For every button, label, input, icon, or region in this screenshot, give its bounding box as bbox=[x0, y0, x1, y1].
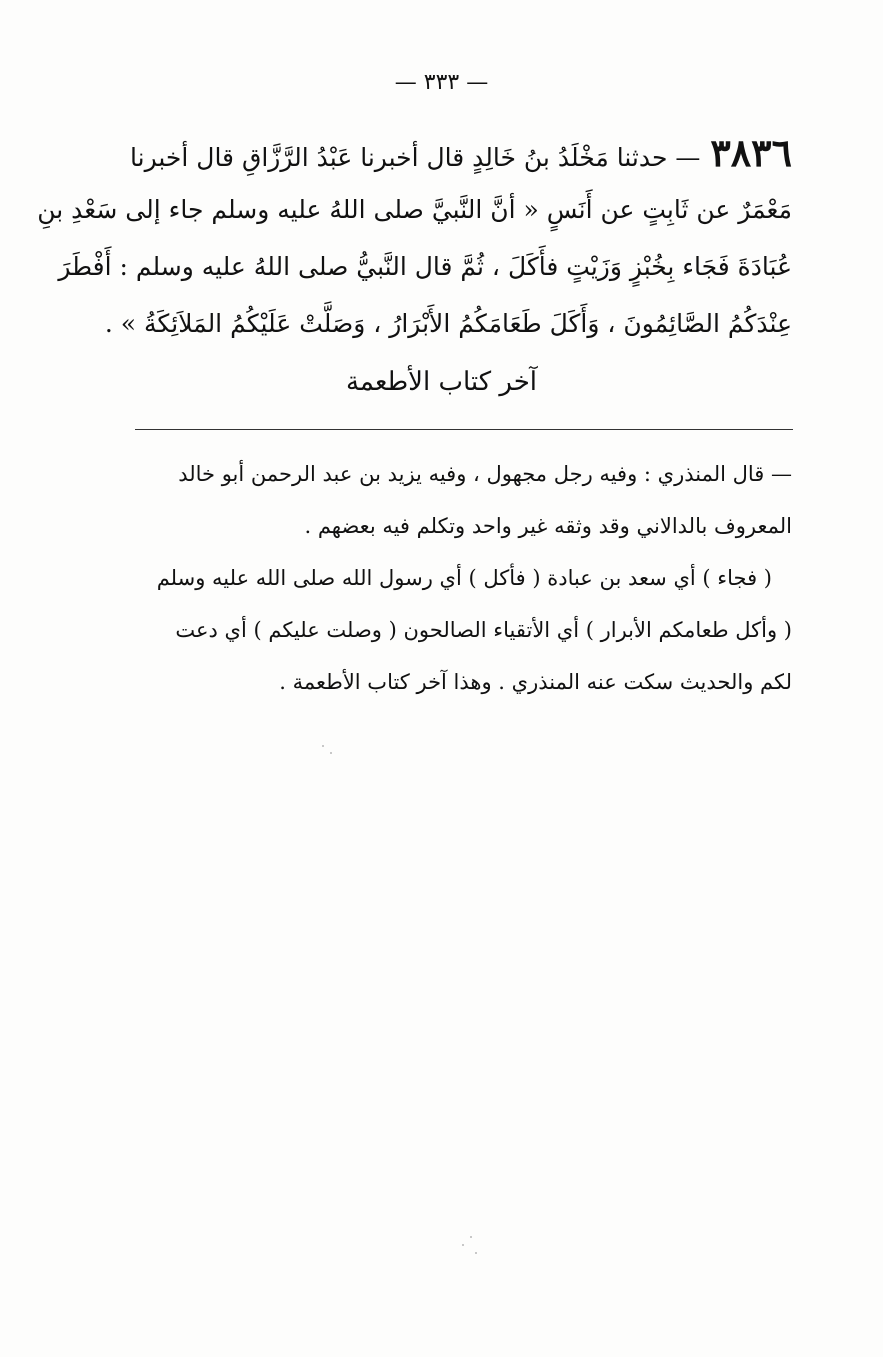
commentary-line-3: ( فجاء ) أي سعد بن عبادة ( فأكل ) أي رسول الله صلى الله عليه وسلم bbox=[156, 566, 772, 590]
section-end-title: آخر كتاب الأطعمة bbox=[345, 367, 538, 397]
scan-speckle bbox=[322, 745, 324, 747]
commentary-line-2: المعروف بالدالاني وقد وثقه غير واحد وتكلم فيه بعضهم . bbox=[304, 514, 792, 538]
scan-speckle bbox=[462, 1244, 464, 1246]
footnote-divider bbox=[135, 429, 793, 430]
hadith-line-1-text: — حدثنا مَخْلَدُ بنُ خَالِدٍ قال أخبرنا عَبْدُ الرَّزَّاقِ قال أخبرنا bbox=[130, 143, 701, 172]
commentary-line-1: — قال المنذري : وفيه رجل مجهول ، وفيه يزيد بن عبد الرحمن أبو خالد bbox=[178, 462, 792, 486]
hadith-text bbox=[37, 124, 792, 352]
scan-speckle bbox=[470, 1236, 472, 1238]
hadith-line-1 bbox=[130, 124, 792, 181]
hadith-number: ٣٨٣٦ bbox=[710, 130, 792, 175]
hadith-line-3: عُبَادَةَ فَجَاء بِخُبْزٍ وَزَيْتٍ فأَكَلَ ، ثُمَّ قال النَّبيُّ صلى اللهُ عليه وسلم : أَفْطَرَ bbox=[58, 252, 792, 281]
hadith-line-2: مَعْمَرٌ عن ثَابِتٍ عن أَنَسٍ « أنَّ النَّبيَّ صلى اللهُ عليه وسلم جاء إلى سَعْدِ بنِ bbox=[37, 195, 792, 224]
scan-speckle bbox=[330, 752, 332, 754]
page-number: — ٣٣٣ — bbox=[394, 70, 489, 95]
hadith-line-4: عِنْدَكُمُ الصَّائِمُونَ ، وَأَكَلَ طَعَامَكُمُ الأَبْرَارُ ، وَصَلَّتْ عَلَيْكُمُ المَلاَئِكَةُ » . bbox=[104, 309, 792, 338]
commentary-block bbox=[138, 448, 792, 708]
commentary-line-5: لكم والحديث سكت عنه المنذري . وهذا آخر كتاب الأطعمة . bbox=[279, 670, 792, 694]
commentary-line-4: ( وأكل طعامكم الأبرار ) أي الأتقياء الصالحون ( وصلت عليكم ) أي دعت bbox=[175, 618, 792, 642]
scan-speckle bbox=[475, 1252, 477, 1254]
